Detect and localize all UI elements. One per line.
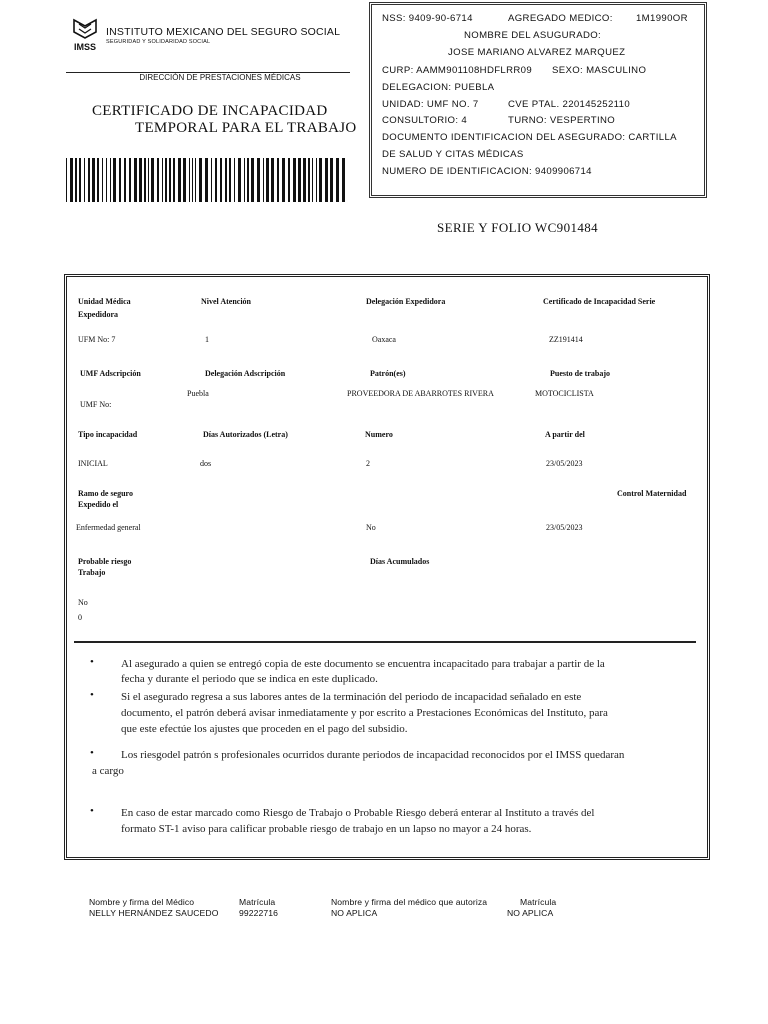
- barcode-bar: [229, 158, 231, 202]
- matricula2-label: Matrícula: [520, 897, 557, 907]
- patron-value: PROVEEDORA DE ABARROTES RIVERA: [347, 389, 494, 398]
- autoriza-label: Nombre y firma del médico que autoriza: [331, 897, 488, 907]
- unidad-medica-label: Unidad Médica: [78, 297, 131, 306]
- note-3-line1: Los riesgodel patrón s profesionales ocurridos durante periodos de incapacidad reconocidos por el IMSS quedaran: [121, 749, 625, 761]
- barcode-bar: [195, 158, 196, 202]
- notes-divider: [74, 641, 696, 643]
- barcode-bar: [211, 158, 212, 202]
- nss: NSS: 9409-90-6714: [382, 13, 473, 24]
- bullet-4: •: [90, 805, 94, 817]
- ramo-seguro-label: Ramo de seguro: [78, 489, 133, 498]
- cve-ptal: CVE PTAL. 220145252110: [508, 99, 631, 110]
- note-3-line2: a cargo: [92, 765, 124, 777]
- barcode-bar: [75, 158, 77, 202]
- barcode-bar: [162, 158, 163, 202]
- barcode-bar: [234, 158, 235, 202]
- barcode-bar: [312, 158, 313, 202]
- note-1-line1: Al asegurado a quien se entregó copia de este documento se encuentra incapacitado para trabajar a partir de la: [121, 658, 605, 670]
- dias-autorizados-label: Días Autorizados (Letra): [203, 430, 288, 439]
- curp: CURP: AAMM901108HDFLRR09: [382, 65, 533, 76]
- matricula-label: Matrícula: [239, 897, 276, 907]
- dias-acumulados-label: Días Acumulados: [370, 557, 430, 566]
- certificate-title-line1: CERTIFICADO DE INCAPACIDAD: [92, 103, 328, 119]
- documento-line1: DOCUMENTO IDENTIFICACION DEL ASEGURADO: CARTILLA: [382, 132, 677, 143]
- logo-text: IMSS: [73, 42, 97, 52]
- barcode-bar: [330, 158, 333, 202]
- a-partir-label: A partir del: [545, 430, 585, 439]
- control-maternidad-label: Control Maternidad: [617, 489, 687, 498]
- barcode-bar: [66, 158, 67, 202]
- barcode-bar: [97, 158, 99, 202]
- barcode-bar: [124, 158, 126, 202]
- barcode-bar: [282, 158, 285, 202]
- note-2-line3: que este efectúe los ajustes que proceden en el pago del subsidio.: [121, 723, 408, 735]
- puesto-value: MOTOCICLISTA: [535, 389, 594, 398]
- agregado-medico-label: AGREGADO MEDICO:: [508, 13, 613, 24]
- tipo-incapacidad-label: Tipo incapacidad: [78, 430, 138, 439]
- insured-name: JOSE MARIANO ALVAREZ MARQUEZ: [448, 47, 626, 58]
- note-4-line2: formato ST-1 aviso para calificar probable riesgo de trabajo en un lapso no mayor a 24 horas.: [121, 823, 532, 835]
- expedido-el-label: Expedido el: [78, 500, 119, 509]
- turno: TURNO: VESPERTINO: [508, 115, 616, 126]
- barcode-bar: [165, 158, 167, 202]
- barcode-bar: [298, 158, 301, 202]
- dias-acumulados-value: 0: [78, 613, 82, 622]
- expedidora-label: Expedidora: [78, 310, 119, 319]
- note-2-line1: Si el asegurado regresa a sus labores antes de la terminación del periodo de incapacidad señalado en este: [121, 691, 582, 703]
- barcode: [66, 158, 346, 202]
- ramo-seguro-value: Enfermedad general: [76, 523, 141, 532]
- medico-matricula: 99222716: [239, 908, 279, 918]
- barcode-bar: [277, 158, 279, 202]
- nombre-label: NOMBRE DEL ASUGURADO:: [464, 30, 602, 41]
- barcode-bar: [199, 158, 202, 202]
- barcode-bar: [288, 158, 290, 202]
- barcode-bar: [325, 158, 328, 202]
- barcode-bar: [113, 158, 116, 202]
- barcode-bar: [220, 158, 222, 202]
- barcode-bar: [144, 158, 146, 202]
- institution-name: INSTITUTO MEXICANO DEL SEGURO SOCIAL: [106, 26, 341, 38]
- barcode-bar: [119, 158, 121, 202]
- trabajo-label: Trabajo: [78, 568, 106, 577]
- barcode-bar: [316, 158, 317, 202]
- barcode-bar: [173, 158, 175, 202]
- delegacion-expedidora-label: Delegación Expedidora: [366, 297, 446, 306]
- certificado-serie-label: Certificado de Incapacidad Serie: [543, 297, 656, 306]
- certificado-serie-value: ZZ191414: [549, 335, 583, 344]
- certificate-title-line2: TEMPORAL PARA EL TRABAJO: [135, 120, 357, 136]
- note-2-line2: documento, el patrón deberá avisar inmediatamente y por escrito a Prestaciones Económicas del Instituto, para: [121, 707, 608, 719]
- barcode-bar: [215, 158, 217, 202]
- barcode-bar: [129, 158, 131, 202]
- barcode-bar: [293, 158, 296, 202]
- barcode-bar: [247, 158, 249, 202]
- barcode-bar: [139, 158, 142, 202]
- barcode-bar: [342, 158, 345, 202]
- umf-no-value: UMF No:: [80, 400, 112, 409]
- barcode-bar: [183, 158, 186, 202]
- barcode-bar: [157, 158, 159, 202]
- consultorio: CONSULTORIO: 4: [382, 115, 468, 126]
- barcode-bar: [244, 158, 245, 202]
- medico-label: Nombre y firma del Médico: [89, 897, 195, 907]
- barcode-bar: [238, 158, 241, 202]
- barcode-bar: [134, 158, 137, 202]
- probable-riesgo-label: Probable riesgo: [78, 557, 132, 566]
- medico-name: NELLY HERNÁNDEZ SAUCEDO: [89, 908, 219, 918]
- unidad: UNIDAD: UMF NO. 7: [382, 99, 479, 110]
- barcode-bar: [92, 158, 95, 202]
- note-4-line1: En caso de estar marcado como Riesgo de Trabajo o Probable Riesgo deberá enterar al Instituto a través del: [121, 807, 595, 819]
- unidad-medica-value: UFM No: 7: [78, 335, 116, 344]
- barcode-bar: [271, 158, 274, 202]
- barcode-bar: [308, 158, 310, 202]
- serie-folio: SERIE Y FOLIO WC901484: [437, 220, 599, 235]
- barcode-bar: [336, 158, 339, 202]
- autoriza-name: NO APLICA: [331, 908, 378, 918]
- probable-riesgo-value: No: [78, 598, 88, 607]
- nivel-atencion-label: Nivel Atención: [201, 297, 251, 306]
- numero-identificacion: NUMERO DE IDENTIFICACION: 9409906714: [382, 166, 592, 177]
- imss-logo: [70, 18, 100, 52]
- delegacion-expedidora-value: Oaxaca: [372, 335, 396, 344]
- bullet-1: •: [90, 656, 94, 668]
- delegacion-adscripcion-value: Puebla: [187, 389, 209, 398]
- barcode-bar: [251, 158, 254, 202]
- puesto-label: Puesto de trabajo: [550, 369, 610, 378]
- barcode-bar: [79, 158, 81, 202]
- barcode-bar: [106, 158, 107, 202]
- barcode-bar: [102, 158, 103, 202]
- bullet-2: •: [90, 689, 94, 701]
- tipo-incapacidad-value: INICIAL: [78, 459, 108, 468]
- barcode-bar: [84, 158, 85, 202]
- barcode-bar: [263, 158, 264, 202]
- barcode-bar: [178, 158, 181, 202]
- expedido-el-value: 23/05/2023: [546, 523, 583, 532]
- umf-adscripcion-label: UMF Adscripción: [80, 369, 141, 378]
- barcode-bar: [266, 158, 269, 202]
- bullet-3: •: [90, 747, 94, 759]
- patron-label: Patrón(es): [370, 369, 406, 378]
- barcode-bar: [192, 158, 193, 202]
- barcode-bar: [151, 158, 154, 202]
- numero-value: 2: [366, 459, 370, 468]
- barcode-bar: [257, 158, 260, 202]
- sexo: SEXO: MASCULINO: [552, 65, 647, 76]
- dias-autorizados-value: dos: [200, 459, 212, 468]
- autoriza-matricula: NO APLICA: [507, 908, 554, 918]
- direccion-label: DIRECCIÓN DE PRESTACIONES MÉDICAS: [139, 73, 301, 82]
- insured-info-box: [369, 2, 707, 198]
- delegacion: DELEGACION: PUEBLA: [382, 82, 495, 93]
- barcode-bar: [70, 158, 73, 202]
- barcode-bar: [110, 158, 111, 202]
- barcode-bar: [303, 158, 306, 202]
- delegacion-adscripcion-label: Delegación Adscripción: [205, 369, 286, 378]
- institution-motto: SEGURIDAD Y SOLIDARIDAD SOCIAL: [106, 39, 211, 45]
- documento-line2: DE SALUD Y CITAS MÉDICAS: [382, 149, 524, 160]
- ramo-no-value: No: [366, 523, 376, 532]
- nivel-atencion-value: 1: [205, 335, 209, 344]
- note-1-line2: fecha y durante el periodo que se indica en este duplicado.: [121, 673, 378, 685]
- a-partir-value: 23/05/2023: [546, 459, 583, 468]
- barcode-bar: [169, 158, 171, 202]
- barcode-bar: [189, 158, 190, 202]
- barcode-bar: [319, 158, 322, 202]
- numero-label: Numero: [365, 430, 393, 439]
- barcode-bar: [225, 158, 227, 202]
- barcode-bar: [148, 158, 149, 202]
- agregado-medico-value: 1M1990OR: [636, 13, 688, 24]
- barcode-bar: [205, 158, 208, 202]
- barcode-bar: [88, 158, 90, 202]
